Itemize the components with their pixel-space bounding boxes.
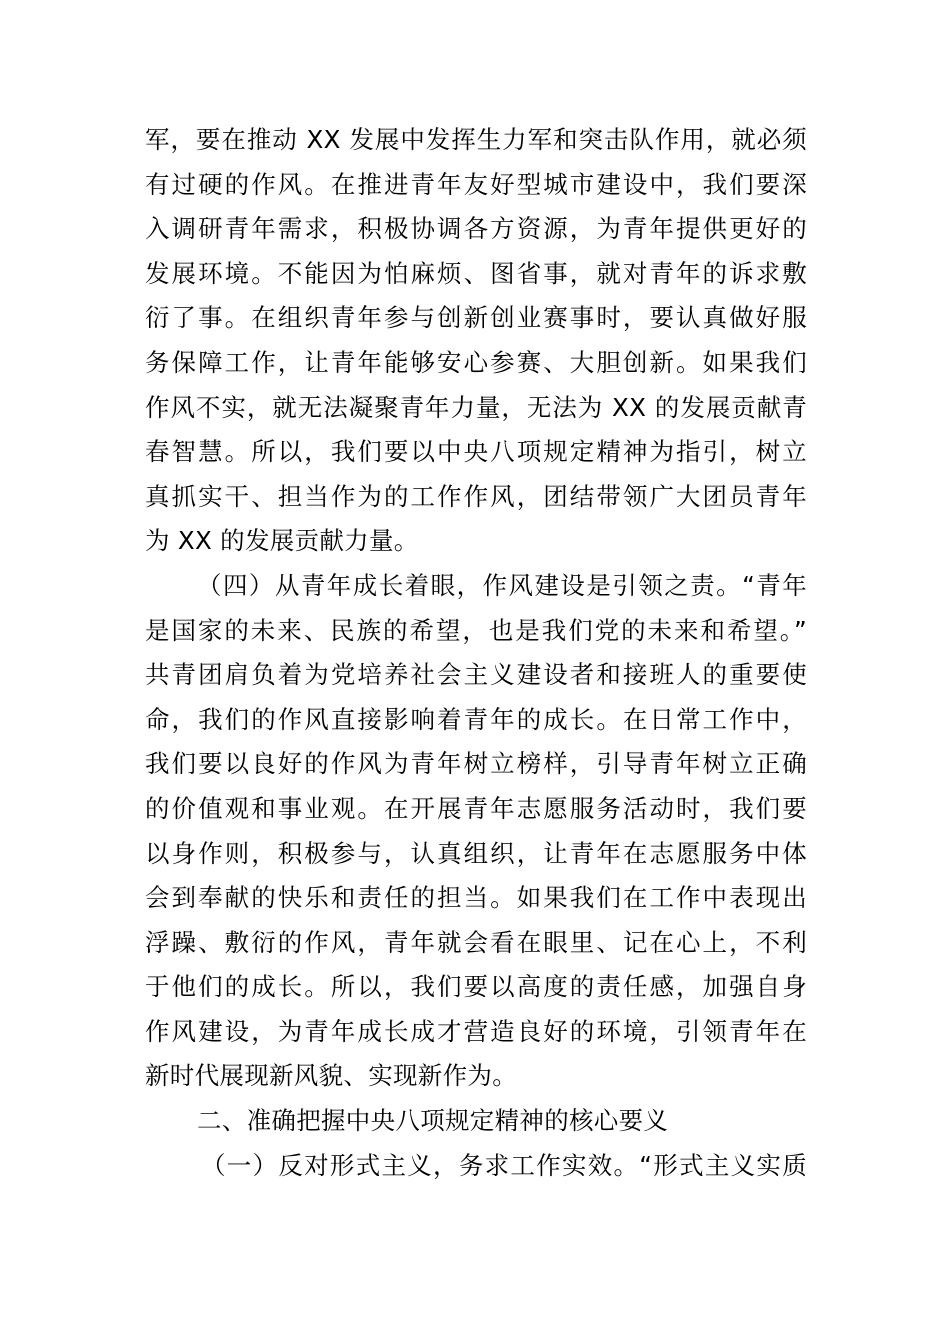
paragraph-subsection-1 (145, 1144, 807, 1189)
text-line: 是国家的未来、民族的希望，也是我们党的未来和希望。” (145, 615, 807, 645)
text-line: 务保障工作，让青年能够安心参赛、大胆创新。如果我们 (145, 347, 807, 377)
text-line: 共青团肩负着为党培养社会主义建设者和接班人的重要使 (145, 660, 807, 690)
section-4-heading-line: （四）从青年成长着眼，作风建设是引领之责。“青年 (197, 570, 807, 600)
section-heading-2 (145, 1099, 807, 1144)
text-line: 真抓实干、担当作为的工作作风，团结带领广大团员青年 (145, 481, 807, 511)
text-line: 以身作则，积极参与，认真组织，让青年在志愿服务中体 (145, 838, 807, 868)
text-line: 于他们的成长。所以，我们要以高度的责任感，加强自身 (145, 972, 807, 1002)
text-line: 作风建设，为青年成长成才营造良好的环境，引领青年在 (145, 1016, 807, 1046)
subsection-1-heading-line: （一）反对形式主义，务求工作实效。“形式主义实质 (201, 1150, 807, 1180)
text-line: 我们要以良好的作风为青年树立榜样，引导青年树立正确 (145, 749, 807, 779)
text-line: 会到奉献的快乐和责任的担当。如果我们在工作中表现出 (145, 883, 807, 913)
text-line: 作风不实，就无法凝聚青年力量，无法为 XX 的发展贡献青 (145, 392, 807, 422)
text-line: 衍了事。在组织青年参与创新创业赛事时，要认真做好服 (145, 303, 807, 333)
text-line: 军，要在推动 XX 发展中发挥生力军和突击队作用，就必须 (145, 125, 807, 154)
paragraph-section-4 (145, 564, 807, 1099)
text-line: 浮躁、敷衍的作风，青年就会看在眼里、记在心上，不利 (145, 927, 807, 957)
text-line: 命，我们的作风直接影响着青年的成长。在日常工作中， (145, 704, 807, 734)
text-line: 有过硬的作风。在推进青年友好型城市建设中，我们要深 (145, 169, 807, 199)
section-heading-text: 二、准确把握中央八项规定精神的核心要义 (197, 1106, 669, 1136)
text-line: 入调研青年需求，积极协调各方资源，为青年提供更好的 (145, 214, 807, 244)
text-line: 为 XX 的发展贡献力量。 (145, 526, 419, 556)
paragraph-section-3-continuation (145, 118, 807, 564)
document-page (145, 118, 807, 1188)
text-line: 新时代展现新风貌、实现新作为。 (145, 1061, 517, 1091)
text-line: 春智慧。所以，我们要以中央八项规定精神为指引，树立 (145, 437, 807, 467)
text-line: 发展环境。不能因为怕麻烦、图省事，就对青年的诉求敷 (145, 258, 807, 288)
text-line: 的价值观和事业观。在开展青年志愿服务活动时，我们要 (145, 793, 807, 823)
